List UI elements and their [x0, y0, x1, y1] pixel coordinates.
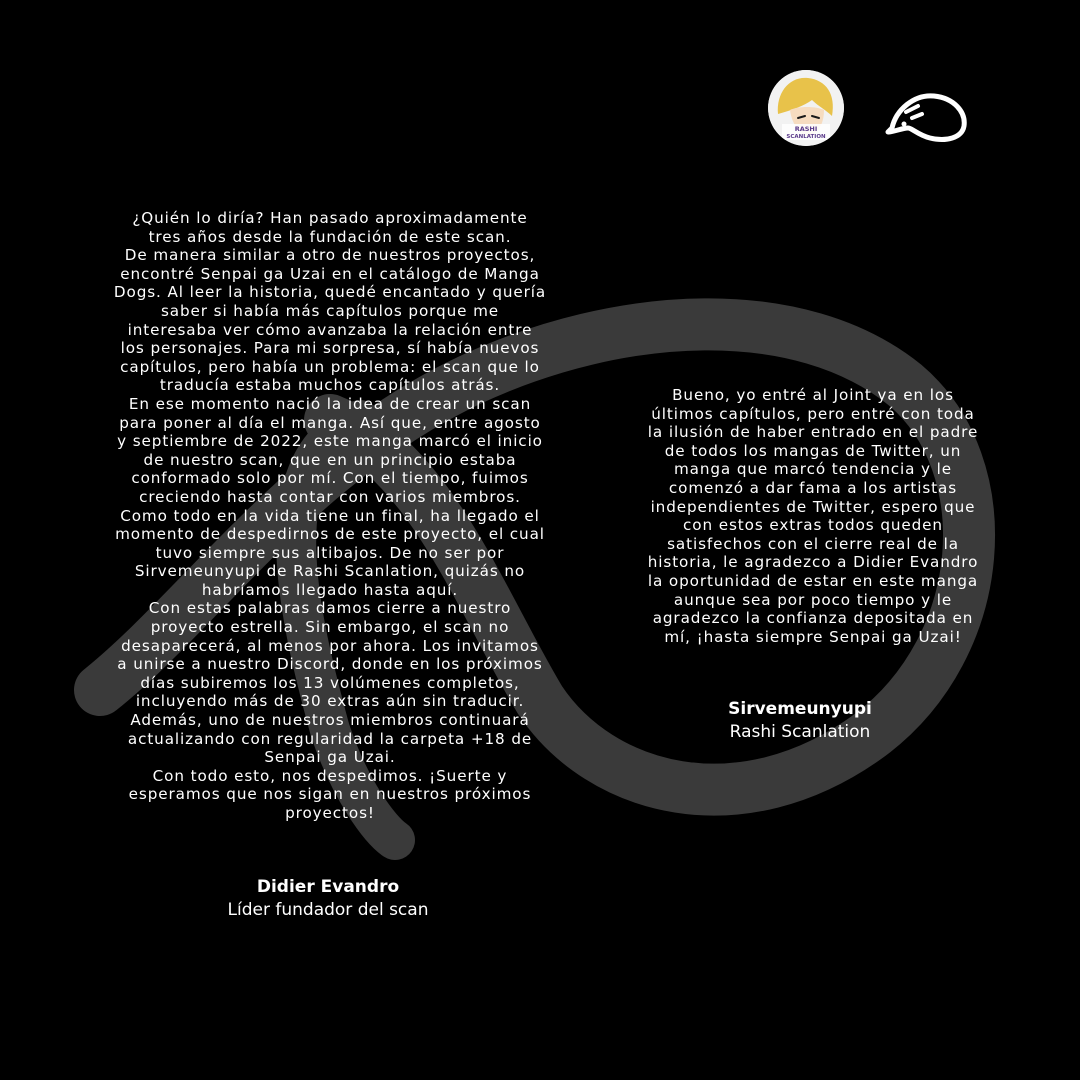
hedgehog-outline-icon — [882, 88, 970, 146]
founder-signature-name: Didier Evandro — [256, 877, 400, 897]
founder-letter — [60, 209, 600, 823]
founder-letter-text: ¿Quién lo diría? Han pasado aproximadamente tres años desde la fundación de este scan. De manera similar a otro de nuestros proyectos, encontré Senpai ga Uzai en el catálogo de Manga Dogs. Al leer la historia, quedé encantado y quería saber si había más capítulos porque me interesaba ver cómo avanzaba la relación entre los personajes. Para mi sorpresa, sí había nuevos capítulos, pero había un problema: el scan que lo traducía estaba muchos capítulos atrás. En ese momento nació la idea de crear un scan para poner al día el manga. Así que, entre agosto y septiembre de 2022, este manga marcó el inicio de nuestro scan, que en un principio estaba conformado solo por mí. Con el tiempo, fuimos creciendo hasta contar con varios miembros. Como todo en la vida tiene un final, ha llegado el momento de despedirnos de este proyecto, el cual tuvo siempre sus altibajos. De no ser por Sirvemeunyupi de Rashi Scanlation, quizás no habríamos llegado hasta aquí. Con estas palabras damos cierre a nuestro proyecto estrella. Sin embargo, el scan no desaparecerá, al menos por ahora. Los invitamos a unirse a nuestro Discord, donde en los próximos días subiremos los 13 volúmenes completos, incluyendo más de 30 extras aún sin traducir. Además, uno de nuestros miembros continuará actualizando con regularidad la carpeta +18 de Senpai ga Uzai. Con todo esto, nos despedimos. ¡Suerte y esperamos que nos sigan en nuestros próximos proyectos! — [113, 209, 547, 822]
collaborator-signature-role: Rashi Scanlation — [729, 722, 871, 742]
collaborator-signature-name: Sirvemeunyupi — [728, 699, 872, 719]
svg-text:SCANLATION: SCANLATION — [786, 134, 826, 140]
collaborator-signature — [600, 698, 1000, 744]
svg-text:RASHI: RASHI — [794, 125, 818, 133]
founder-signature — [128, 876, 528, 922]
rashi-scanlation-logo — [768, 70, 844, 146]
collaborator-letter-text: Bueno, yo entré al Joint ya en los últimos capítulos, pero entré con toda la ilusión de haber entrado en el padre de todos los mangas de Twitter, un manga que marcó tendencia y le comenzó a dar fama a los artistas independientes de Twitter, espero que con estos extras todos queden satisfechos con el cierre real de la historia, le agradezco a Didier Evandro la oportunidad de estar en este manga aunque sea por poco tiempo y le agradezco la confianza depositada en mí, ¡hasta siempre Senpai ga Uzai! — [647, 386, 979, 646]
founder-signature-role: Líder fundador del scan — [227, 900, 429, 920]
collaborator-letter — [568, 386, 1058, 646]
